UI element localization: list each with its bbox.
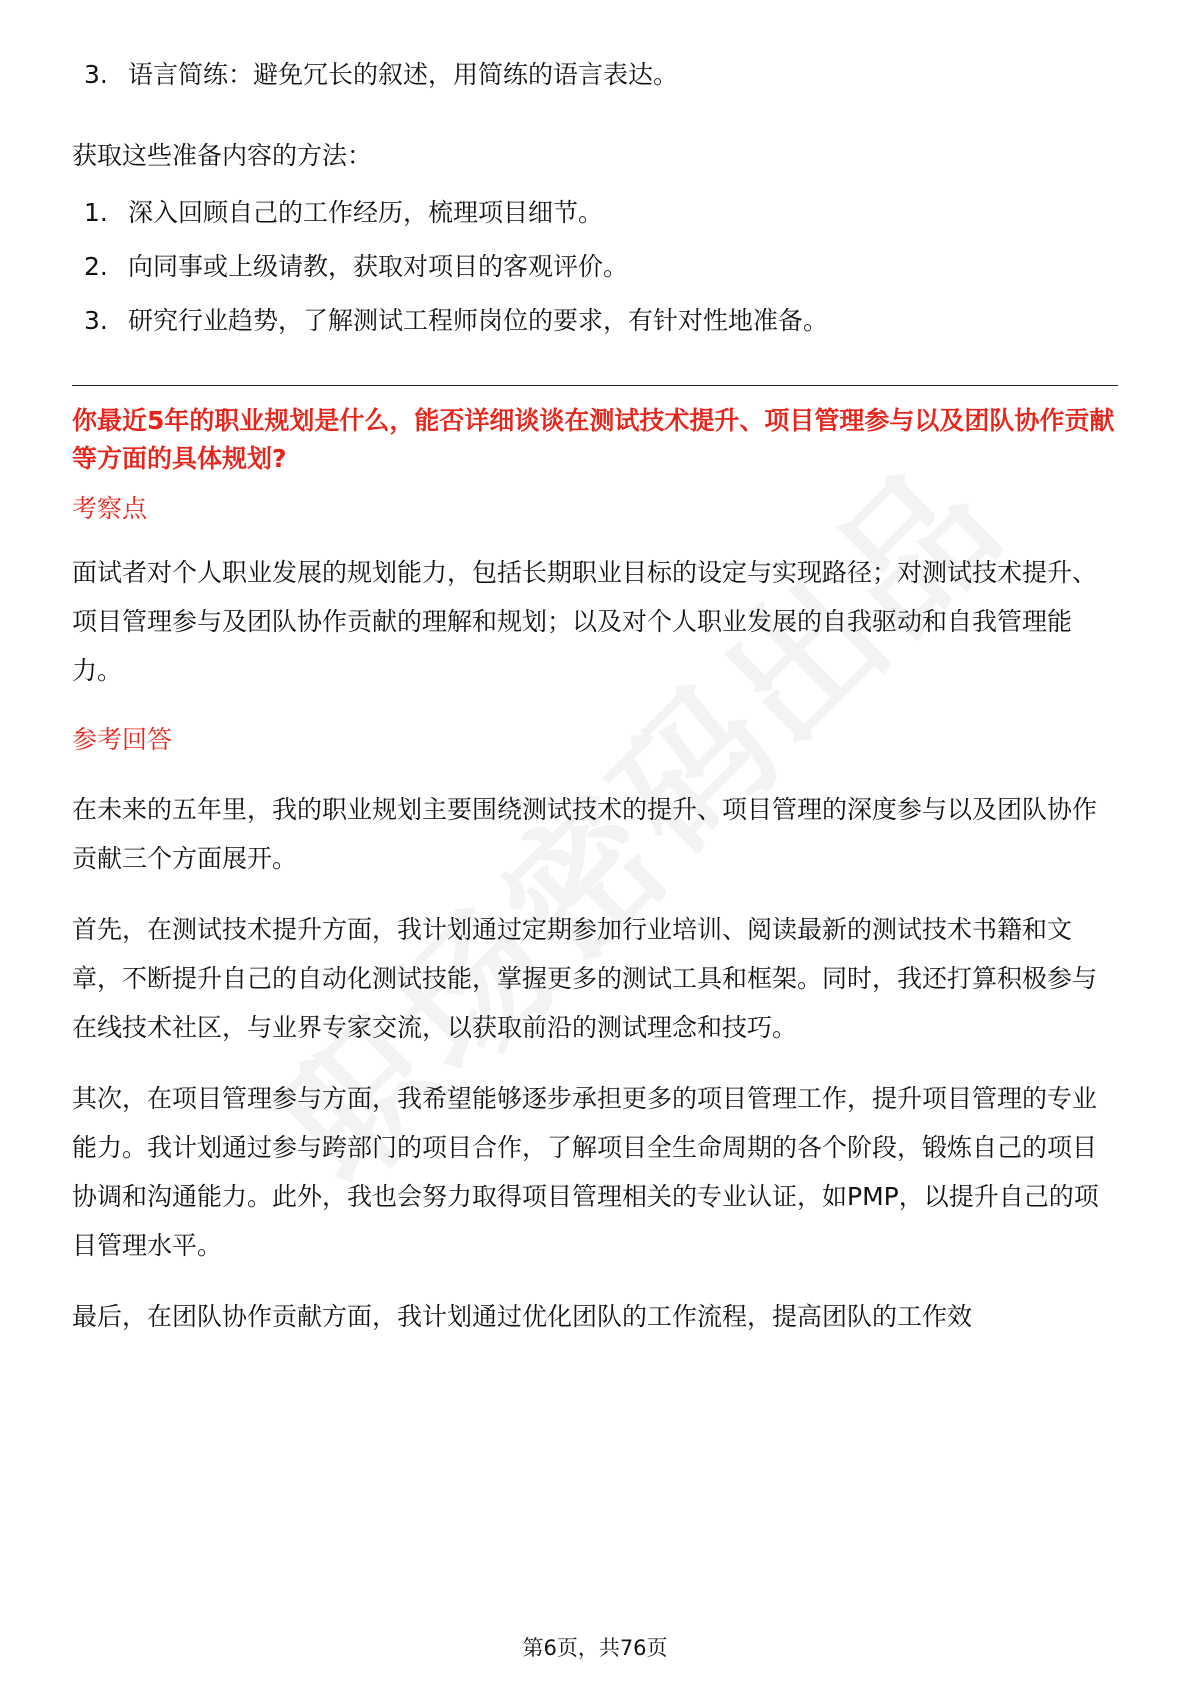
answer-paragraph: 首先，在测试技术提升方面，我计划通过定期参加行业培训、阅读最新的测试技术书籍和文章，不断提升自己的自动化测试技能，掌握更多的测试工具和框架。同时，我还打算积极参与在线技术社区，与业界专家交流，以获取前沿的测试理念和技巧。	[72, 915, 1098, 1042]
list-text: 研究行业趋势，了解测试工程师岗位的要求，有针对性地准备。	[128, 306, 829, 335]
top-list	[72, 58, 1118, 92]
page-footer: 第6页，共76页	[522, 1636, 668, 1660]
answer-paragraph: 最后，在团队协作贡献方面，我计划通过优化团队的工作流程，提高团队的工作效	[72, 1302, 973, 1331]
check-heading: 考察点	[72, 494, 148, 523]
list-text: 向同事或上级请教，获取对项目的客观评价。	[128, 252, 629, 281]
methods-intro: 获取这些准备内容的方法：	[72, 141, 373, 170]
check-text: 面试者对个人职业发展的规划能力，包括长期职业目标的设定与实现路径；对测试技术提升、项目管理参与及团队协作贡献的理解和规划；以及对个人职业发展的自我驱动和自我管理能力。	[72, 558, 1098, 685]
question-title: 你最近5年的职业规划是什么，能否详细谈谈在测试技术提升、项目管理参与以及团队协作贡献等方面的具体规划?	[72, 406, 1115, 473]
list-item	[72, 196, 1118, 230]
methods-list	[72, 196, 1118, 338]
list-number: 3.	[84, 306, 108, 335]
list-number: 2.	[84, 252, 108, 281]
page-content	[72, 58, 1118, 1341]
list-number: 3.	[84, 60, 108, 89]
section-divider	[72, 385, 1118, 386]
list-text: 深入回顾自己的工作经历，梳理项目细节。	[128, 198, 604, 227]
list-item	[72, 58, 1118, 92]
answer-paragraph: 其次，在项目管理参与方面，我希望能够逐步承担更多的项目管理工作，提升项目管理的专业能力。我计划通过参与跨部门的项目合作，了解项目全生命周期的各个阶段，锻炼自己的项目协调和沟通能力。此外，我也会努力取得项目管理相关的专业认证，如PMP，以提升自己的项目管理水平。	[72, 1084, 1099, 1260]
list-number: 1.	[84, 198, 108, 227]
list-item	[72, 304, 1118, 338]
answer-paragraph: 在未来的五年里，我的职业规划主要围绕测试技术的提升、项目管理的深度参与以及团队协作贡献三个方面展开。	[72, 795, 1098, 873]
answer-heading: 参考回答	[72, 725, 173, 754]
list-item	[72, 250, 1118, 284]
list-text: 语言简练：避免冗长的叙述，用简练的语言表达。	[128, 60, 679, 89]
